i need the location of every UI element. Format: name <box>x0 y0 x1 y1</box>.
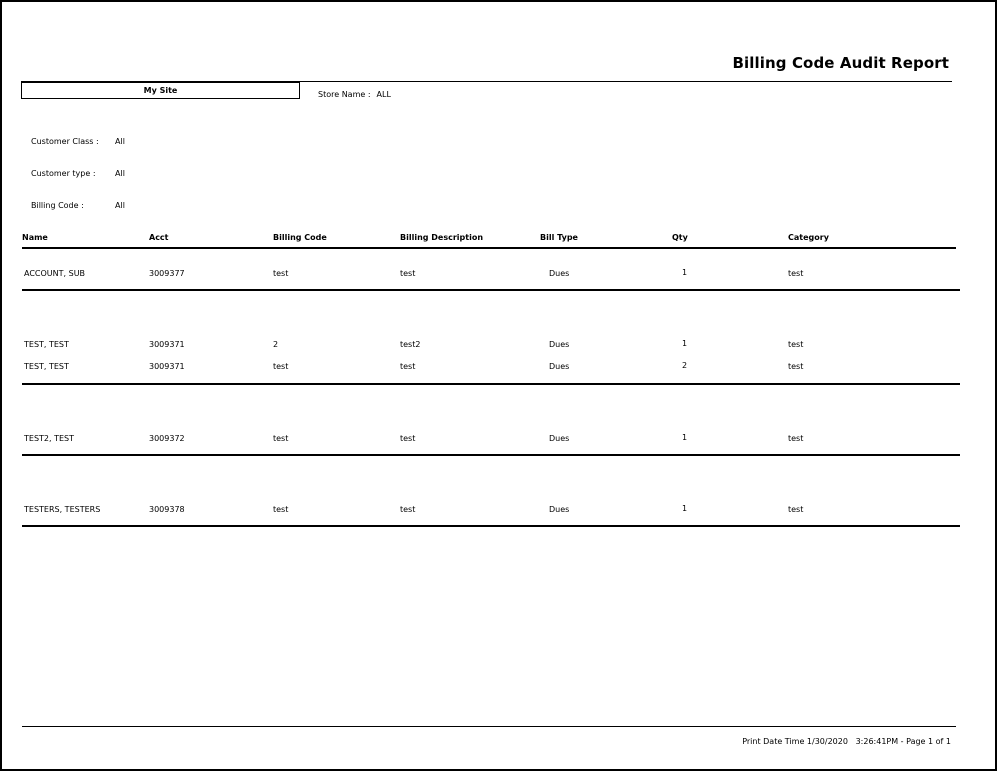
cell-category: test <box>788 434 804 443</box>
column-header-qty: Qty <box>672 233 688 242</box>
cell-acct: 3009377 <box>149 269 185 278</box>
cell-name: TESTERS, TESTERS <box>24 505 101 514</box>
print-info: Print Date Time 1/30/2020 3:26:41PM - Page 1 of 1 <box>742 737 951 746</box>
cell-name: TEST, TEST <box>24 340 69 349</box>
cell-billing-code: 2 <box>273 340 279 349</box>
filter-customer-class <box>31 137 125 146</box>
cell-bill-type: Dues <box>549 505 570 514</box>
cell-billing-description: test <box>400 505 416 514</box>
store-name <box>318 90 391 99</box>
column-header-acct: Acct <box>149 233 169 242</box>
cell-category: test <box>788 362 804 371</box>
cell-acct: 3009371 <box>149 362 185 371</box>
cell-bill-type: Dues <box>549 340 570 349</box>
column-header-category: Category <box>788 233 829 242</box>
cell-qty: 1 <box>682 268 688 277</box>
filter-value: All <box>115 137 125 146</box>
cell-qty: 1 <box>682 504 688 513</box>
filter-value: All <box>115 201 125 210</box>
cell-acct: 3009372 <box>149 434 185 443</box>
cell-bill-type: Dues <box>549 269 570 278</box>
cell-bill-type: Dues <box>549 434 570 443</box>
filter-billing-code <box>31 201 125 210</box>
filter-customer-type <box>31 169 125 178</box>
column-header-billing-description: Billing Description <box>400 233 484 242</box>
cell-qty: 2 <box>682 361 688 370</box>
cell-billing-description: test <box>400 362 416 371</box>
group-divider <box>22 383 960 385</box>
footer-divider <box>22 726 956 727</box>
group-divider <box>22 525 960 527</box>
group-divider <box>22 454 960 456</box>
column-header-bill-type: Bill Type <box>540 233 578 242</box>
cell-billing-code: test <box>273 434 289 443</box>
cell-category: test <box>788 269 804 278</box>
cell-billing-code: test <box>273 505 289 514</box>
cell-billing-description: test <box>400 269 416 278</box>
store-name-value: ALL <box>376 90 391 99</box>
filter-label: Customer type : <box>31 169 96 178</box>
cell-qty: 1 <box>682 339 688 348</box>
cell-acct: 3009378 <box>149 505 185 514</box>
cell-billing-code: test <box>273 362 289 371</box>
cell-name: ACCOUNT, SUB <box>24 269 86 278</box>
column-header-billing-code: Billing Code <box>273 233 327 242</box>
header-divider <box>22 247 956 249</box>
cell-billing-description: test <box>400 434 416 443</box>
column-header-name: Name <box>22 233 48 242</box>
report-title: Billing Code Audit Report <box>732 54 949 72</box>
cell-category: test <box>788 505 804 514</box>
filter-label: Billing Code : <box>31 201 84 210</box>
cell-acct: 3009371 <box>149 340 185 349</box>
cell-billing-code: test <box>273 269 289 278</box>
cell-bill-type: Dues <box>549 362 570 371</box>
cell-name: TEST, TEST <box>24 362 69 371</box>
site-name-box: My Site <box>21 82 300 99</box>
store-name-label: Store Name : <box>318 90 371 99</box>
filter-label: Customer Class : <box>31 137 99 146</box>
cell-name: TEST2, TEST <box>24 434 74 443</box>
cell-qty: 1 <box>682 433 688 442</box>
cell-billing-description: test2 <box>400 340 421 349</box>
cell-category: test <box>788 340 804 349</box>
filter-value: All <box>115 169 125 178</box>
group-divider <box>22 289 960 291</box>
